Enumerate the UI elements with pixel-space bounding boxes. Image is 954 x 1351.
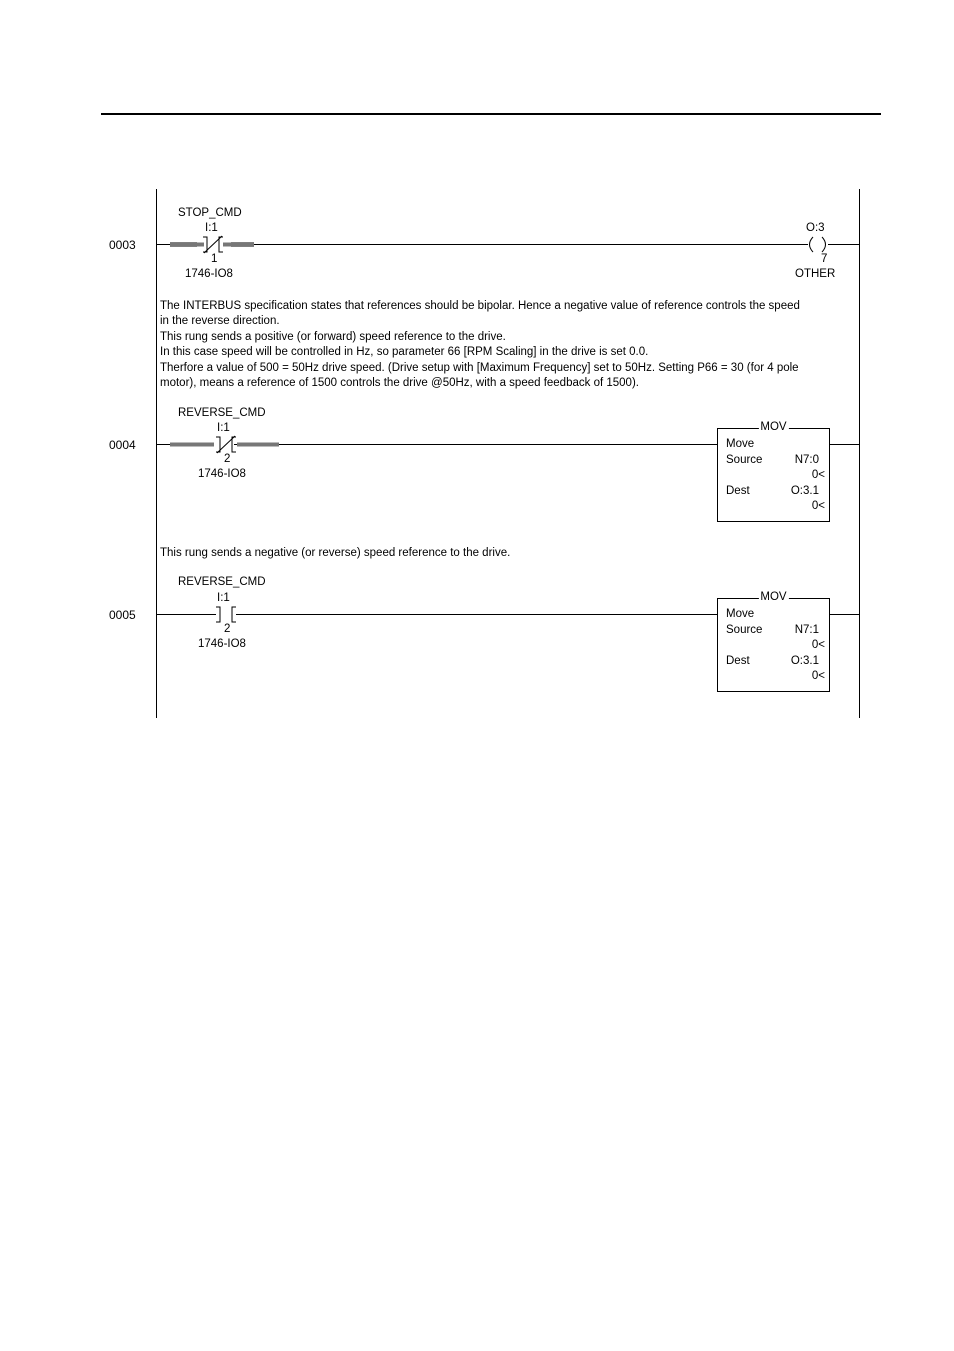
mov-source-label: Source [726, 624, 763, 636]
contact-address: I:1 [217, 592, 230, 604]
mov-dest-label: Dest [726, 655, 750, 667]
contact-module: 1746-IO8 [185, 268, 233, 280]
rung-0003-nc-contact-icon [170, 236, 254, 253]
mov-instruction-block[interactable] [717, 591, 830, 692]
mov-source-value: 0< [811, 469, 825, 481]
rung-number: 0004 [109, 438, 136, 452]
contact-tag: REVERSE_CMD [178, 576, 266, 588]
mov-dest-address: O:3.1 [790, 655, 819, 667]
comment-line: The INTERBUS specification states that references should be bipolar. Hence a negative value of reference controls the speed [160, 300, 800, 312]
mov-source-value: 0< [811, 639, 825, 651]
comment-line: Therfore a value of 500 = 50Hz drive speed. (Drive setup with [Maximum Frequency] set to 50Hz. Setting P66 = 30 (for 4 pole [160, 361, 799, 374]
contact-address: I:1 [205, 222, 218, 234]
comment-line: in the reverse direction. [160, 315, 280, 328]
coil-address: O:3 [806, 222, 825, 234]
mov-name: Move [726, 438, 755, 450]
mov-dest-address: O:3.1 [790, 485, 819, 497]
comment-line: motor), means a reference of 1500 controls the drive @50Hz, with a speed feedback of 1500). [160, 377, 639, 390]
mov-instruction-block[interactable] [717, 421, 830, 522]
rung-0003-coil-icon [808, 236, 828, 253]
contact-bit: 1 [211, 253, 218, 265]
contact-tag: STOP_CMD [178, 207, 242, 219]
contact-bit: 2 [224, 453, 231, 465]
contact-module: 1746-IO8 [198, 638, 246, 650]
mov-dest-label: Dest [726, 485, 750, 497]
contact-module: 1746-IO8 [198, 468, 246, 480]
contact-address: I:1 [217, 422, 230, 434]
comment-line: In this case speed will be controlled in Hz, so parameter 66 [RPM Scaling] in the drive is set 0.0. [160, 346, 649, 359]
mov-name: Move [726, 608, 755, 620]
rung-0004-nc-contact-icon [170, 436, 279, 453]
mov-source-address: N7:1 [794, 624, 819, 636]
rung-number: 0005 [109, 608, 136, 622]
mov-title: MOV [760, 421, 787, 433]
mov-dest-value: 0< [811, 670, 825, 682]
coil-label: OTHER [795, 268, 836, 280]
comment-line: This rung sends a negative (or reverse) speed reference to the drive. [160, 547, 511, 559]
mov-source-address: N7:0 [794, 454, 819, 466]
rung-0004-comment [160, 299, 800, 391]
rung-0005-no-contact-icon [208, 606, 244, 623]
comment-line: This rung sends a positive (or forward) speed reference to the drive. [160, 330, 506, 343]
coil-bit: 7 [821, 253, 828, 265]
mov-source-label: Source [726, 454, 763, 466]
mov-title: MOV [760, 591, 787, 603]
contact-tag: REVERSE_CMD [178, 407, 266, 419]
mov-dest-value: 0< [811, 500, 825, 512]
rung-0005-comment [160, 546, 510, 561]
rung-0003-wiring [157, 236, 859, 253]
contact-bit: 2 [224, 623, 231, 635]
rung-number: 0003 [109, 238, 136, 252]
